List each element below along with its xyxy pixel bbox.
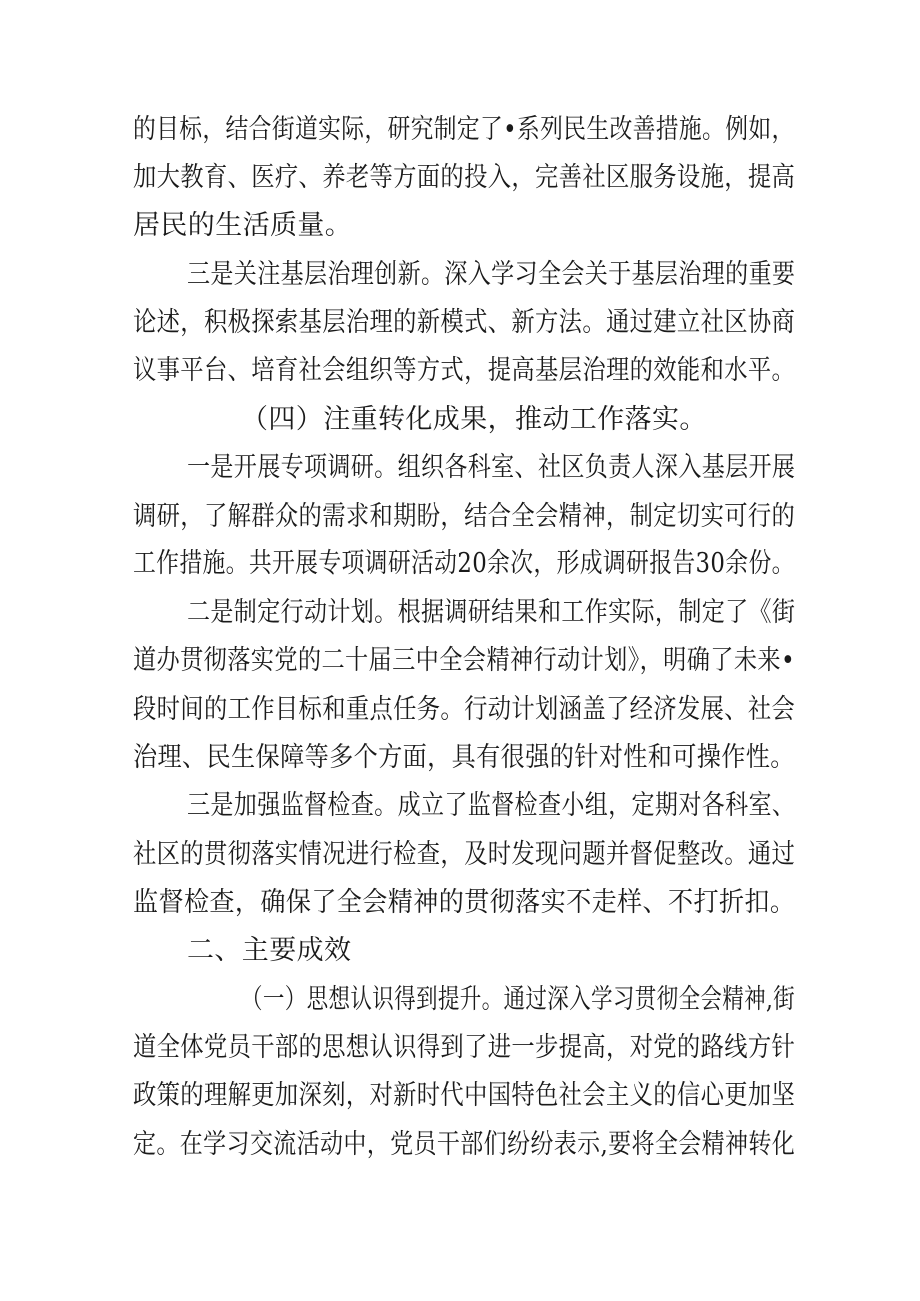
- text-line: 调研，了解群众的需求和期盼，结合全会精神，制定切实可行的: [133, 501, 796, 532]
- text-line: 一是开展专项调研。组织各科室、社区负责人深入基层开展: [187, 452, 796, 483]
- text-line: 三是关注基层治理创新。深入学习全会关于基层治理的重要: [187, 259, 796, 290]
- text-line: 定。在学习交流活动中，党员干部们纷纷表示,要将全会精神转化: [133, 1129, 796, 1160]
- text-line: 论述，积极探索基层治理的新模式、新方法。通过建立社区协商: [133, 307, 796, 338]
- section-heading: （四）注重转化成果，推动工作落实。: [241, 404, 707, 435]
- text-line: （一）思想认识得到提升。通过深入学习贯彻全会精神,街: [241, 984, 796, 1015]
- text-line: 道办贯彻落实党的二十届三中全会精神行动计划》，明确了未来•: [133, 645, 795, 676]
- text-line: 政策的理解更加深刻，对新时代中国特色社会主义的信心更加坚: [133, 1080, 796, 1111]
- text-line: 工作措施。共开展专项调研活动20余次，形成调研报告30余份。: [133, 548, 795, 579]
- text-line: 监督检查，确保了全会精神的贯彻落实不走样、不打折扣。: [133, 887, 796, 918]
- text-line: 议事平台、培育社会组织等方式，提高基层治理的效能和水平。: [133, 355, 796, 386]
- text-line: 三是加强监督检查。成立了监督检查小组，定期对各科室、: [187, 790, 796, 821]
- text-line: 二是制定行动计划。根据调研结果和工作实际，制定了《街: [187, 597, 796, 628]
- text-line: 居民的生活质量。: [133, 210, 353, 241]
- text-line: 加大教育、医疗、养老等方面的投入，完善社区服务设施，提高: [133, 162, 796, 193]
- text-line: 的目标，结合街道实际，研究制定了•系列民生改善措施。例如，: [133, 114, 795, 145]
- text-line: 治理、民生保障等多个方面，具有很强的针对性和可操作性。: [133, 742, 795, 773]
- text-line: 社区的贯彻落实情况进行检查，及时发现问题并督促整改。通过: [133, 839, 796, 870]
- text-line: 段时间的工作目标和重点任务。行动计划涵盖了经济发展、社会: [133, 694, 796, 725]
- text-line: 道全体党员干部的思想认识得到了进一步提高，对党的路线方针: [133, 1032, 796, 1063]
- section-heading: 二、主要成效: [187, 935, 352, 966]
